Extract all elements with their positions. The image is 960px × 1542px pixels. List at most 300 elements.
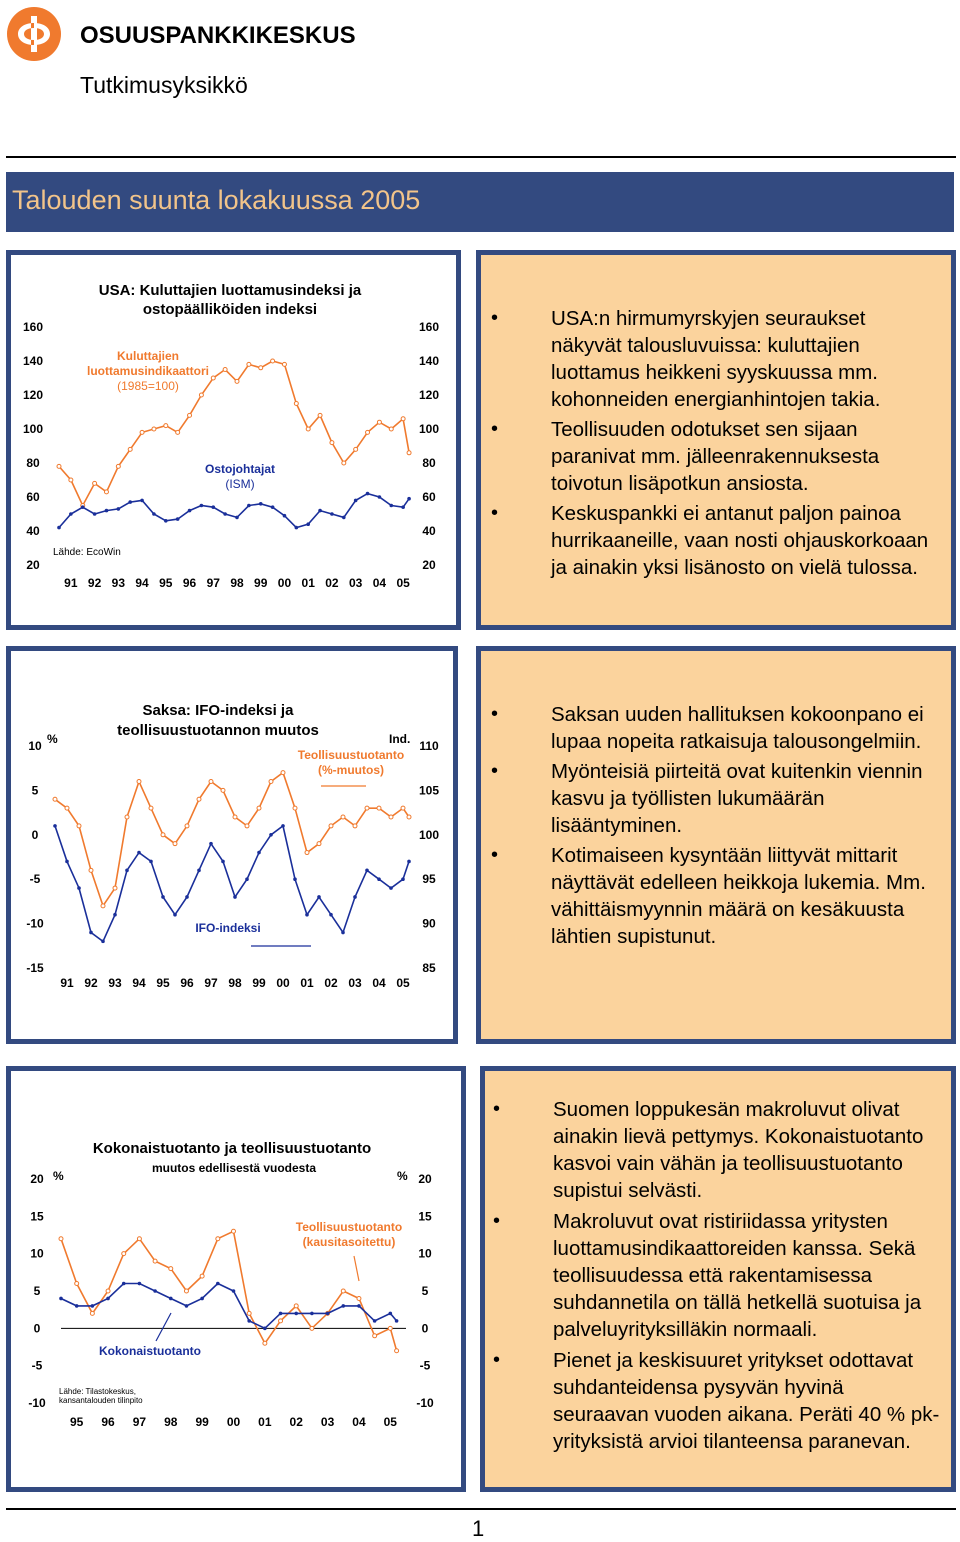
series-point	[378, 495, 382, 499]
y-tick-label: 0	[31, 827, 39, 842]
y-tick-label: 105	[418, 783, 440, 798]
germany-commentary	[476, 646, 956, 1044]
series-point	[342, 516, 346, 520]
y-tick-label: 80	[422, 456, 436, 470]
series-point	[216, 1237, 220, 1241]
y-tick-label: 60	[422, 490, 436, 504]
series-point	[221, 788, 225, 792]
y-tick-label: -10	[26, 916, 44, 931]
chart-title-line2: ostopäälliköiden indeksi	[142, 301, 318, 318]
series-point	[106, 1297, 110, 1301]
y-tick-label: 0	[33, 1321, 41, 1336]
series-point	[389, 1312, 393, 1316]
footer-divider	[6, 1508, 956, 1510]
series-point	[211, 505, 215, 509]
series-label: luottamusindikaattori	[86, 364, 210, 378]
series-point	[373, 1319, 377, 1323]
series-point	[295, 526, 299, 530]
series-point	[306, 427, 310, 431]
series-point	[169, 1267, 173, 1271]
series-point	[305, 913, 309, 917]
bullet-item: • Myönteisiä piirteitä ovat kuitenkin viennin kasvu ja työllisten lukumäärän lisääntyminen.	[551, 758, 941, 839]
x-tick-label: 01	[300, 976, 314, 990]
y-tick-label: 40	[422, 524, 436, 538]
series-point	[137, 851, 141, 855]
chart-title-line1: Saksa: IFO-indeksi ja	[142, 702, 294, 719]
series-point	[401, 877, 405, 881]
series-point	[317, 895, 321, 899]
y-tick-label: 10	[418, 1246, 432, 1261]
usa-chart-box	[6, 250, 461, 630]
chart-source-line1: Lähde: Tilastokeskus,	[59, 1387, 136, 1396]
series-point	[279, 1319, 283, 1323]
series-point	[357, 1304, 361, 1308]
series-line	[61, 1231, 397, 1350]
series-point	[342, 461, 346, 465]
series-point	[389, 427, 393, 431]
series-point	[173, 913, 177, 917]
series-point	[161, 833, 165, 837]
series-point	[401, 417, 405, 421]
x-tick-label: 02	[289, 1415, 303, 1429]
series-point	[137, 1237, 141, 1241]
x-tick-label: 03	[320, 1415, 335, 1429]
x-tick-label: 98	[230, 576, 244, 590]
series-point	[164, 519, 168, 523]
series-point	[188, 509, 192, 513]
x-tick-label: 02	[325, 576, 339, 590]
series-point	[281, 771, 285, 775]
bullet-item: • Teollisuuden odotukset sen sijaan paranivat mm. jälleenrakennuksesta toivotun lisäpotkun ansiosta.	[551, 416, 941, 497]
series-point	[57, 526, 61, 530]
series-point	[93, 512, 97, 516]
series-point	[235, 516, 239, 520]
series-point	[101, 940, 105, 944]
series-point	[93, 481, 97, 485]
x-tick-label: 95	[70, 1415, 84, 1429]
chart-title-line2: teollisuustuotannon muutos	[117, 722, 319, 739]
series-point	[401, 505, 405, 509]
series-point	[407, 497, 411, 501]
series-point	[197, 797, 201, 801]
y-tick-label: 15	[418, 1209, 432, 1224]
y-tick-label: 100	[22, 422, 44, 436]
series-point	[113, 913, 117, 917]
series-point	[257, 806, 261, 810]
x-tick-label: 99	[195, 1415, 209, 1429]
series-point	[233, 815, 237, 819]
series-labels	[195, 748, 404, 946]
series-point	[293, 806, 297, 810]
x-tick-label: 97	[204, 976, 218, 990]
y-axis-right	[419, 739, 439, 975]
series-labels	[87, 349, 275, 491]
series-point	[365, 806, 369, 810]
series-label: IFO-indeksi	[195, 921, 261, 935]
series-label: Ostojohtajat	[204, 462, 276, 476]
series-point	[59, 1237, 63, 1241]
y-tick-label: -10	[28, 1396, 46, 1410]
x-tick-label: 05	[396, 976, 410, 990]
series-point	[153, 1289, 157, 1293]
series-point	[169, 1297, 173, 1301]
series-point	[407, 815, 411, 819]
y-axis-left	[23, 320, 43, 572]
series-point	[377, 877, 381, 881]
series-point	[407, 860, 411, 864]
series-label: Kuluttajien	[117, 349, 179, 363]
series-point	[283, 514, 287, 518]
y-right-unit: Ind.	[389, 732, 411, 746]
x-tick-label: 00	[226, 1415, 241, 1429]
series-point	[188, 413, 192, 417]
chart-title-line1: USA: Kuluttajien luottamusindeksi ja	[98, 282, 362, 299]
y-tick-label: 20	[418, 1172, 432, 1186]
series-point	[69, 478, 73, 482]
series-point	[354, 499, 358, 503]
series-point	[245, 877, 249, 881]
series-group	[57, 359, 411, 529]
series-point	[89, 931, 93, 935]
x-tick-label: 99	[254, 576, 268, 590]
series-point	[271, 359, 275, 363]
x-tick-label: 05	[383, 1415, 397, 1429]
organization-unit: Tutkimusyksikkö	[80, 72, 248, 98]
series-point	[263, 1341, 267, 1345]
bullet-item: • Suomen loppukesän makroluvut olivat ainakin lievä pettymys. Kokonaistuotanto kasvoi vain vähän ja teollisuustuotanto supistui selvästi.	[553, 1096, 941, 1204]
y-left-unit: %	[47, 732, 58, 746]
x-tick-label: 01	[301, 576, 315, 590]
chart-subtitle: muutos edellisestä vuodesta	[151, 1161, 317, 1175]
series-point	[138, 1282, 142, 1286]
series-point	[81, 505, 85, 509]
y-tick-label: 85	[422, 961, 436, 975]
finland-chart	[11, 1071, 461, 1487]
y-axis-right	[416, 1172, 434, 1410]
series-point	[125, 815, 129, 819]
series-point	[140, 499, 144, 503]
series-point	[200, 1297, 204, 1301]
bullet-item: • Kotimaiseen kysyntään liittyvät mittarit näyttävät edelleen heikkoja lukemia. Mm. vähittäismyynnin määrä on kesäkuusta lähtien supistunut.	[551, 842, 941, 950]
series-point	[104, 490, 108, 494]
series-point	[282, 362, 286, 366]
series-point	[185, 895, 189, 899]
series-point	[247, 362, 251, 366]
x-tick-label: 01	[258, 1415, 272, 1429]
finland-chart-box	[6, 1066, 466, 1492]
series-point	[341, 931, 345, 935]
series-point	[152, 512, 156, 516]
series-point	[125, 869, 129, 873]
y-tick-label: 160	[418, 320, 440, 334]
series-point	[75, 1304, 79, 1308]
y-tick-label: 95	[422, 872, 436, 887]
y-tick-label: 40	[26, 524, 40, 538]
y-tick-label: -5	[29, 872, 41, 887]
chart-source-line2: kansantalouden tilinpito	[59, 1396, 143, 1405]
series-point	[377, 806, 381, 810]
x-tick-label: 92	[84, 976, 98, 990]
y-tick-label: 15	[30, 1209, 44, 1224]
series-line	[61, 1284, 397, 1329]
y-axis-left	[26, 739, 44, 975]
series-point	[164, 424, 168, 428]
series-point	[395, 1349, 399, 1353]
x-axis	[60, 976, 410, 990]
y-tick-label: -10	[416, 1396, 434, 1410]
series-point	[377, 420, 381, 424]
series-label: Teollisuustuotanto	[297, 748, 405, 762]
series-point	[341, 1304, 345, 1308]
x-tick-label: 92	[87, 576, 102, 590]
series-point	[161, 895, 165, 899]
series-point	[326, 1312, 330, 1316]
usa-commentary	[476, 250, 956, 630]
series-point	[306, 522, 310, 526]
series-point	[269, 833, 273, 837]
series-point	[152, 427, 156, 431]
label-pointer	[156, 1313, 171, 1341]
series-point	[247, 504, 251, 508]
series-point	[91, 1304, 95, 1308]
series-point	[200, 1274, 204, 1278]
series-point	[317, 842, 321, 846]
series-point	[366, 430, 370, 434]
series-point	[113, 886, 117, 890]
op-logo	[6, 6, 62, 62]
series-point	[329, 824, 333, 828]
series-point	[223, 512, 227, 516]
y-tick-label: 10	[28, 739, 42, 753]
series-point	[294, 402, 298, 406]
germany-bullet-list	[551, 701, 941, 950]
y-tick-label: 120	[418, 388, 440, 402]
label-pointer	[354, 1256, 359, 1281]
y-tick-label: 10	[30, 1246, 44, 1261]
y-tick-label: 5	[31, 783, 39, 798]
y-tick-label: 20	[30, 1172, 44, 1186]
series-point	[271, 505, 275, 509]
series-point	[176, 517, 180, 521]
series-point	[247, 1319, 251, 1323]
x-tick-label: 96	[180, 976, 194, 990]
series-point	[354, 447, 358, 451]
series-point	[223, 368, 227, 372]
y-tick-label: 5	[33, 1284, 41, 1298]
y-tick-label: 60	[26, 490, 40, 504]
series-point	[232, 1229, 236, 1233]
series-point	[353, 895, 357, 899]
x-tick-label: 03	[348, 576, 363, 590]
series-point	[407, 451, 411, 455]
x-axis	[64, 576, 410, 590]
x-tick-label: 91	[64, 576, 78, 590]
y-tick-label: 160	[22, 320, 44, 334]
series-point	[53, 797, 57, 801]
series-point	[69, 512, 73, 516]
series-point	[389, 504, 393, 508]
series-point	[353, 824, 357, 828]
series-point	[122, 1252, 126, 1256]
series-point	[117, 507, 121, 511]
series-point	[388, 1326, 392, 1330]
bullet-item: • Keskuspankki ei antanut paljon painoa hurrikaaneille, vaan nosti ohjauskorkoaan ja ainakin yksi lisänosto on vielä tulossa.	[551, 500, 941, 581]
y-tick-label: 100	[418, 827, 440, 842]
series-point	[401, 806, 405, 810]
series-point	[216, 1282, 220, 1286]
series-point	[116, 464, 120, 468]
finland-bullet-list	[553, 1096, 941, 1455]
series-point	[232, 1289, 236, 1293]
series-label: (kausitasoitettu)	[302, 1235, 396, 1249]
y-tick-label: -15	[26, 961, 44, 975]
x-tick-label: 04	[372, 976, 386, 990]
series-label: Teollisuustuotanto	[295, 1220, 403, 1234]
y-tick-label: 5	[421, 1284, 429, 1298]
series-point	[259, 502, 263, 506]
series-point	[90, 1311, 94, 1315]
y-tick-label: -5	[419, 1358, 431, 1373]
y-tick-label: 20	[26, 558, 40, 572]
series-point	[341, 1289, 345, 1293]
series-point	[221, 860, 225, 864]
series-line	[59, 494, 409, 528]
series-point	[199, 393, 203, 397]
series-point	[395, 1319, 399, 1323]
series-point	[65, 806, 69, 810]
x-tick-label: 96	[101, 1415, 115, 1429]
series-point	[330, 512, 334, 516]
y-tick-label: 90	[422, 916, 436, 931]
y-tick-label: 120	[22, 388, 44, 402]
x-tick-label: 95	[159, 576, 173, 590]
x-tick-label: 95	[156, 976, 170, 990]
y-tick-label: 140	[418, 354, 440, 368]
y-axis-left	[28, 1172, 46, 1410]
series-point	[153, 1259, 157, 1263]
series-point	[211, 376, 215, 380]
series-point	[185, 824, 189, 828]
usa-bullet-list	[551, 305, 941, 581]
x-tick-label: 04	[372, 576, 387, 590]
y-tick-label: 100	[418, 422, 440, 436]
organization-name: OSUUSPANKKIKESKUS	[80, 22, 356, 49]
series-point	[329, 913, 333, 917]
x-tick-label: 97	[206, 576, 220, 590]
series-point	[173, 842, 177, 846]
page-title: Talouden suunta lokakuussa 2005	[12, 185, 421, 215]
series-point	[293, 877, 297, 881]
series-point	[185, 1304, 189, 1308]
series-label: (ISM)	[225, 477, 255, 491]
x-tick-label: 93	[111, 576, 126, 590]
x-tick-label: 00	[276, 976, 290, 990]
series-point	[247, 1311, 251, 1315]
series-label: (1985=100)	[117, 379, 179, 393]
series-point	[233, 895, 237, 899]
chart-source: Lähde: EcoWin	[53, 547, 121, 558]
series-point	[366, 492, 370, 496]
x-tick-label: 03	[348, 976, 362, 990]
x-tick-label: 00	[277, 576, 292, 590]
series-point	[357, 1296, 361, 1300]
series-label: (%-muutos)	[318, 763, 384, 777]
series-point	[197, 869, 201, 873]
y-axis-right	[419, 320, 439, 572]
series-point	[389, 815, 393, 819]
germany-chart	[11, 651, 453, 1039]
y-tick-label: 20	[422, 558, 436, 572]
series-point	[245, 824, 249, 828]
series-labels	[99, 1220, 402, 1358]
series-point	[373, 1334, 377, 1338]
y-tick-label: -5	[31, 1358, 43, 1373]
series-point	[389, 886, 393, 890]
header-divider	[6, 156, 956, 158]
series-point	[318, 413, 322, 417]
x-tick-label: 98	[228, 976, 242, 990]
series-point	[106, 1289, 110, 1293]
series-point	[200, 504, 204, 508]
series-point	[89, 868, 93, 872]
series-point	[310, 1326, 314, 1330]
series-point	[279, 1312, 283, 1316]
series-point	[105, 509, 109, 513]
series-point	[77, 824, 81, 828]
x-tick-label: 94	[132, 976, 146, 990]
series-point	[75, 1282, 79, 1286]
series-point	[294, 1304, 298, 1308]
series-point	[263, 1327, 267, 1331]
series-point	[365, 869, 369, 873]
series-point	[128, 500, 132, 504]
series-point	[65, 860, 69, 864]
x-tick-label: 94	[135, 576, 149, 590]
series-point	[294, 1312, 298, 1316]
y-tick-label: 0	[421, 1321, 429, 1336]
series-point	[184, 1289, 188, 1293]
series-point	[57, 464, 61, 468]
y-tick-label: 110	[419, 739, 439, 753]
series-point	[269, 780, 273, 784]
series-point	[59, 1297, 63, 1301]
y-tick-label: 80	[26, 456, 40, 470]
series-point	[77, 886, 81, 890]
series-point	[149, 860, 153, 864]
series-point	[122, 1282, 126, 1286]
series-point	[53, 824, 57, 828]
x-tick-label: 04	[352, 1415, 366, 1429]
series-point	[128, 447, 132, 451]
x-tick-label: 91	[60, 976, 74, 990]
series-point	[101, 904, 105, 908]
x-tick-label: 96	[182, 576, 197, 590]
chart-title: Kokonaistuotanto ja teollisuustuotanto	[92, 1140, 372, 1157]
page-number: 1	[472, 1516, 485, 1541]
x-tick-label: 05	[396, 576, 410, 590]
x-tick-label: 98	[164, 1415, 178, 1429]
series-point	[176, 430, 180, 434]
series-label: Kokonaistuotanto	[99, 1344, 201, 1358]
x-tick-label: 97	[132, 1415, 147, 1429]
bullet-item: • USA:n hirmumyrskyjen seuraukset näkyvät talousluvuissa: kuluttajien luottamus heikkeni syyskuussa mm. kohonneiden energianhintojen takia.	[551, 305, 941, 413]
series-point	[149, 806, 153, 810]
series-point	[259, 366, 263, 370]
y-right-unit: %	[397, 1169, 408, 1183]
series-point	[305, 851, 309, 855]
series-point	[209, 842, 213, 846]
bullet-item: • Saksan uuden hallituksen kokoonpano ei lupaa nopeita ratkaisuja talousongelmiin.	[551, 701, 941, 755]
